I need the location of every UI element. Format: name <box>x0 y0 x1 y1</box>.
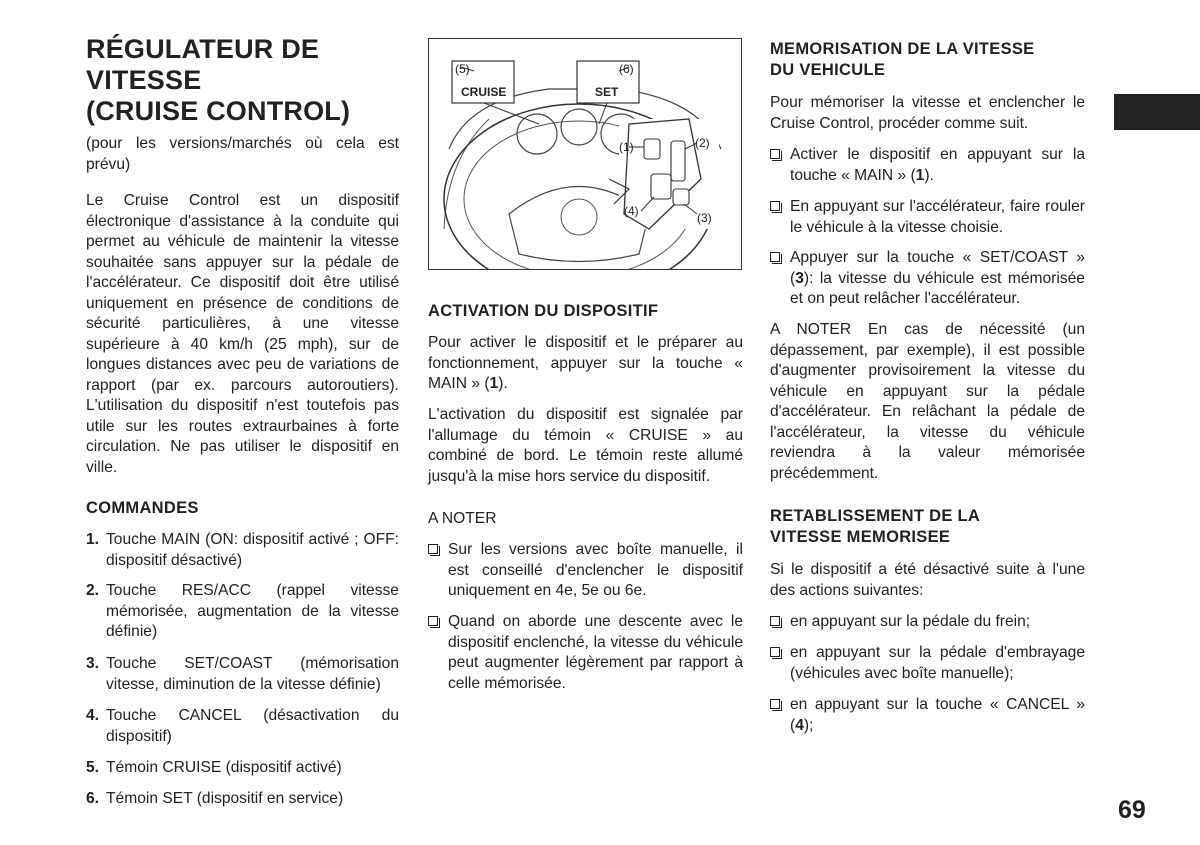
activation-heading: ACTIVATION DU DISPOSITIF <box>428 302 659 320</box>
checkbox-icon <box>770 201 780 211</box>
callout-2: (2) <box>695 136 710 150</box>
activation-paragraph-1: Pour activer le dispositif et le préparer au fonctionnement, appuyer sur la touche « MAIN » (1). <box>428 334 743 392</box>
commands-heading: COMMANDES <box>86 499 199 517</box>
memorisation-bullet-1: Activer le dispositif en appuyant sur la touche « MAIN » (1). <box>770 145 1085 186</box>
memorisation-heading: MEMORISATION DE LA VITESSE DU VEHICULE <box>770 40 1035 79</box>
memorisation-bullet-3: Appuyer sur la touche « SET/COAST » (3): la vitesse du véhicule est mémorisée et on peut relâcher l'accélérateur. <box>770 248 1085 310</box>
command-item-3: 3. Touche SET/COAST (mémorisation vitesse, diminution de la vitesse définie) <box>86 655 399 693</box>
checkbox-icon <box>770 616 780 626</box>
intro-text: (pour les versions/marchés où cela est prévu) <box>86 135 399 173</box>
memorisation-note: A NOTER En cas de nécessité (un dépassement, par exemple), il est possible d'augmenter provisoirement la vitesse du véhicule en appuyant sur la pédale d'accélérateur. En relâchant la pédale de l'accélérateur, la vitesse du véhicule reviendra à la valeur mémorisée précédemment. <box>770 321 1085 482</box>
retablissement-heading: RETABLISSEMENT DE LA VITESSE MEMORISEE <box>770 507 981 546</box>
cruise-indicator-label: CRUISE <box>461 85 507 99</box>
command-item-1: 1. Touche MAIN (ON: dispositif activé ; OFF: dispositif désactivé) <box>86 531 399 569</box>
callout-4: (4) <box>624 204 639 218</box>
command-item-4: 4. Touche CANCEL (désactivation du dispositif) <box>86 707 399 745</box>
activation-note-label: A NOTER <box>428 510 497 527</box>
set-indicator-label: SET <box>595 85 619 99</box>
retablissement-bullet-2: en appuyant sur la pédale d'embrayage (véhicules avec boîte manuelle); <box>770 643 1085 684</box>
steering-wheel-figure <box>428 38 742 270</box>
activation-paragraph-2: L'activation du dispositif est signalée par l'allumage du témoin « CRUISE » au combiné de bord. Le témoin reste allumé jusqu'à la mise hors service du dispositif. <box>428 406 743 485</box>
checkbox-icon <box>770 699 780 709</box>
checkbox-icon <box>770 252 780 262</box>
retablissement-bullet-1: en appuyant sur la pédale du frein; <box>770 612 1085 633</box>
activation-bullet-1: Sur les versions avec boîte manuelle, il est conseillé d'enclencher le dispositif uniquement en 4e, 5e ou 6e. <box>428 540 743 602</box>
activation-bullet-2: Quand on aborde une descente avec le dispositif enclenché, la vitesse du véhicule peut augmenter légèrement par rapport à celle mémorisée. <box>428 612 743 694</box>
callout-5: (5) <box>455 62 470 76</box>
command-item-2: 2. Touche RES/ACC (rappel vitesse mémorisée, augmentation de la vitesse définie) <box>86 582 399 640</box>
retablissement-intro: Si le dispositif a été désactivé suite à l'une des actions suivantes: <box>770 561 1085 599</box>
checkbox-icon <box>770 647 780 657</box>
page-title <box>86 34 406 127</box>
memorisation-intro: Pour mémoriser la vitesse et enclencher le Cruise Control, procéder comme suit. <box>770 94 1085 132</box>
steering-wheel-illustration <box>429 39 741 269</box>
callout-6: (6) <box>619 62 634 76</box>
page-number: 69 <box>1118 796 1146 824</box>
description-text: Le Cruise Control est un dispositif électronique d'assistance à la conduite qui permet au véhicule de maintenir la vitesse souhaitée sans appuyer sur la pédale de l'accélérateur. Ce dispositif doit être utilisé uniquement en présence de conditions de sécurité particulières, à une vitesse supérieure à 40 km/h (25 mph), sur de longues distances avec peu de variations de rapport (par ex. parcours autoroutiers). L'utilisation du dispositif n'est toutefois pas utile sur les routes extraurbaines à forte circulation. Ne pas utiliser le dispositif en ville. <box>86 192 399 476</box>
command-item-5: 5. Témoin CRUISE (dispositif activé) <box>86 759 342 776</box>
command-item-6: 6. Témoin SET (dispositif en service) <box>86 790 344 807</box>
checkbox-icon <box>428 544 438 554</box>
callout-1: (1) <box>619 140 634 154</box>
section-tab-marker <box>1114 94 1200 130</box>
callout-3: (3) <box>697 211 712 225</box>
checkbox-icon <box>428 616 438 626</box>
title-line-3: (CRUISE CONTROL) <box>86 96 351 126</box>
memorisation-bullet-2: En appuyant sur l'accélérateur, faire rouler le véhicule à la vitesse choisie. <box>770 197 1085 238</box>
title-line-1: RÉGULATEUR DE <box>86 34 320 64</box>
title-line-2: VITESSE <box>86 65 202 95</box>
retablissement-bullet-3: en appuyant sur la touche « CANCEL » (4); <box>770 695 1085 736</box>
checkbox-icon <box>770 149 780 159</box>
